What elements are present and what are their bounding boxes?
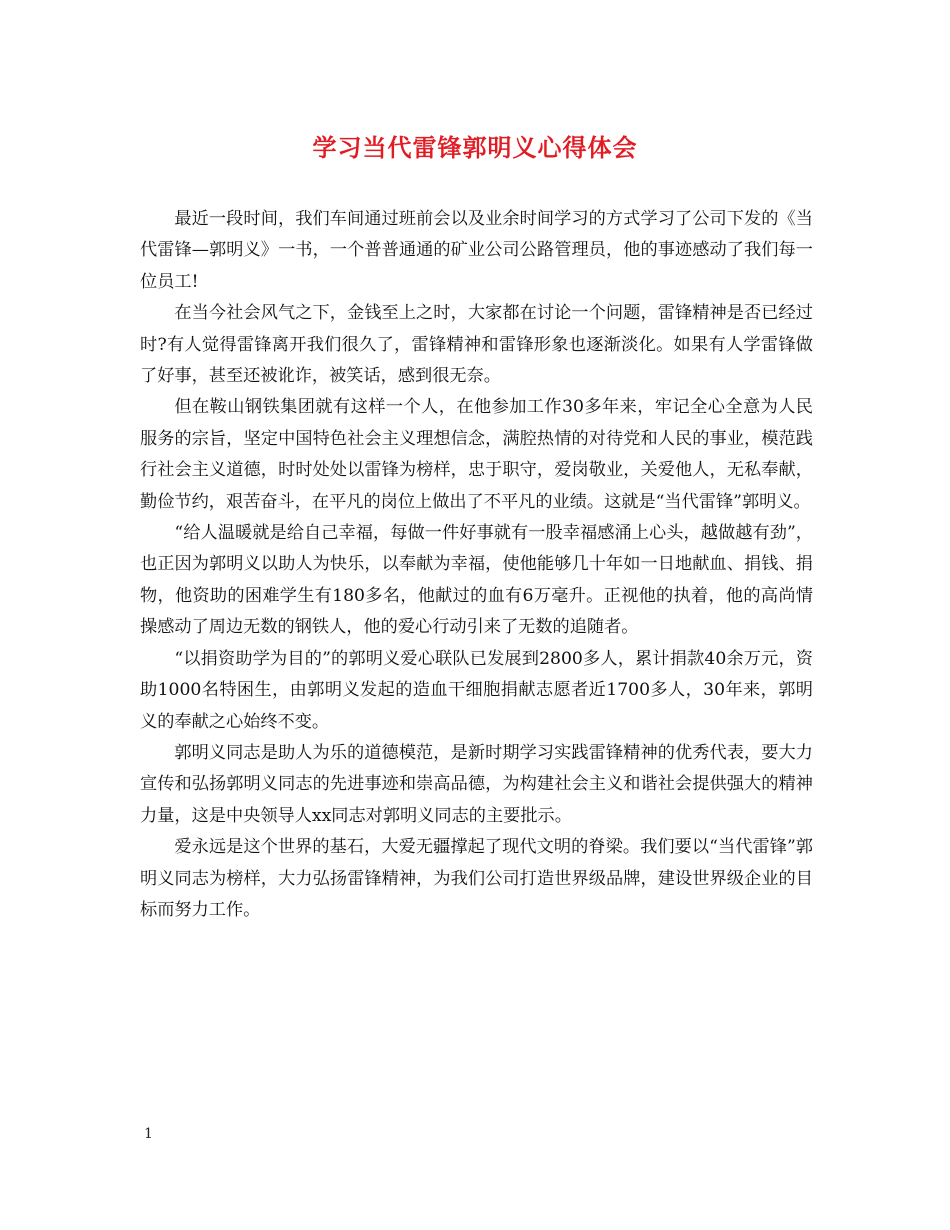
paragraph-1: 最近一段时间，我们车间通过班前会以及业余时间学习的方式学习了公司下发的《当代雷锋—郭明义》一书，一个普普通通的矿业公司公路管理员，他的事迹感动了我们每一位员工! xyxy=(140,209,813,292)
paragraph-4: “给人温暖就是给自己幸福，每做一件好事就有一股幸福感涌上心头，越做越有劲”，也正因为郭明义以助人为快乐，以奉献为幸福，使他能够几十年如一日地献血、捐钱、捐物，他资助的困难学生有180多名，他献过的血有6万毫升。正视他的执着，他的高尚情操感动了周边无数的钢铁人，他的爱心行动引来了无数的追随者。 xyxy=(140,523,813,638)
page-number: 1 xyxy=(144,1126,153,1142)
document-title: 学习当代雷锋郭明义心得体会 xyxy=(312,133,638,162)
document-body xyxy=(140,204,813,926)
paragraph-6: 郭明义同志是助人为乐的道德模范，是新时期学习实践雷锋精神的优秀代表，要大力宣传和弘扬郭明义同志的先进事迹和崇高品德，为构建社会主义和谐社会提供强大的精神力量，这是中央领导人xx同志对郭明义同志的主要批示。 xyxy=(140,742,813,826)
paragraph-3: 但在鞍山钢铁集团就有这样一个人，在他参加工作30多年来，牢记全心全意为人民服务的宗旨，坚定中国特色社会主义理想信念，满腔热情的对待党和人民的事业，模范践行社会主义道德，时时处处以雷锋为榜样，忠于职守，爱岗敬业，关爱他人，无私奉献，勤俭节约，艰苦奋斗，在平凡的岗位上做出了不平凡的业绩。这就是“当代雷锋”郭明义。 xyxy=(140,397,813,512)
paragraph-5: “以捐资助学为目的”的郭明义爱心联队已发展到2800多人，累计捐款40余万元，资助1000名特困生，由郭明义发起的造血干细胞捐献志愿者近1700多人，30年来，郭明义的奉献之心始终不变。 xyxy=(140,648,813,732)
paragraph-2: 在当今社会风气之下，金钱至上之时，大家都在讨论一个问题，雷锋精神是否已经过时?有人觉得雷锋离开我们很久了，雷锋精神和雷锋形象也逐渐淡化。如果有人学雷锋做了好事，甚至还被讹诈，被笑话，感到很无奈。 xyxy=(140,303,813,387)
paragraph-7: 爱永远是这个世界的基石，大爱无疆撑起了现代文明的脊梁。我们要以“当代雷锋”郭明义同志为榜样，大力弘扬雷锋精神，为我们公司打造世界级品牌，建设世界级企业的目标而努力工作。 xyxy=(140,837,813,920)
